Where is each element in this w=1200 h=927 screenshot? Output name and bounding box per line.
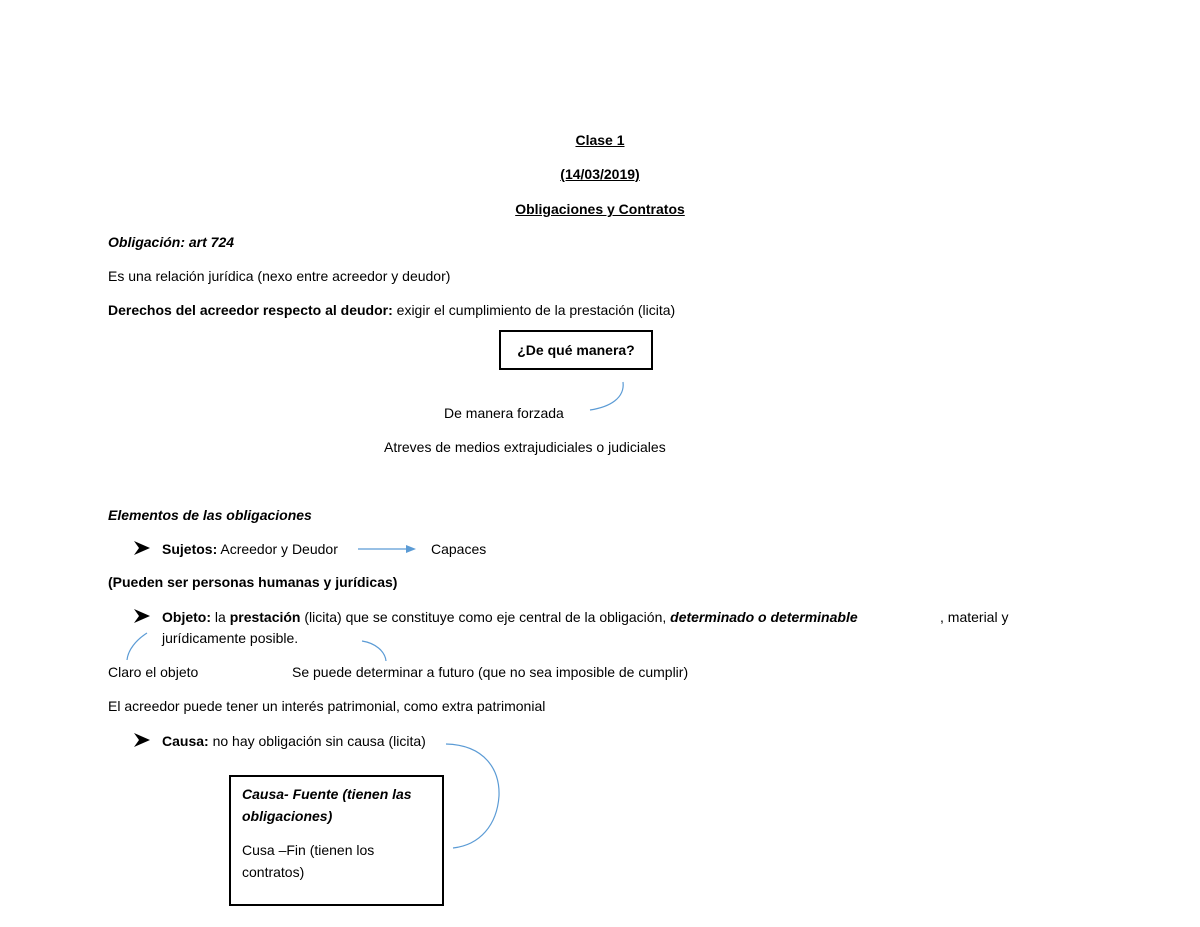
answer-forzada: De manera forzada xyxy=(444,405,564,421)
objeto-text-2: (licita) que se constituye como eje central de la obligación, xyxy=(300,609,667,625)
causa-text: no hay obligación sin causa (licita) xyxy=(208,733,426,749)
objeto-prestacion: prestación xyxy=(229,609,301,625)
futuro-text: Se puede determinar a futuro (que no sea imposible de cumplir) xyxy=(292,664,689,680)
answer-medios: Atreves de medios extrajudiciales o judiciales xyxy=(384,439,666,455)
obligacion-definition: Es una relación jurídica (nexo entre acreedor y deudor) xyxy=(108,268,451,284)
curve-futuro xyxy=(362,641,386,661)
obligacion-heading: Obligación: art 724 xyxy=(108,234,235,250)
interes-text: El acreedor puede tener un interés patrimonial, como extra patrimonial xyxy=(108,698,546,714)
personas-note: (Pueden ser personas humanas y jurídicas) xyxy=(108,574,398,590)
question-text: ¿De qué manera? xyxy=(517,342,635,358)
sujetos-result: Capaces xyxy=(431,541,487,557)
claro-objeto: Claro el objeto xyxy=(108,664,199,680)
objeto-determinado: determinado o determinable xyxy=(666,609,858,625)
arrow-head-icon xyxy=(406,545,416,553)
curve-forzada xyxy=(590,382,623,410)
page-subject: Obligaciones y Contratos xyxy=(515,201,685,217)
page-date: (14/03/2019) xyxy=(560,166,640,182)
objeto-line-2: jurídicamente posible. xyxy=(162,630,299,646)
causa-box-line-1: Causa- Fuente (tienen las xyxy=(242,786,412,802)
objeto-label: Objeto: xyxy=(162,609,211,625)
curve-causa xyxy=(446,744,499,848)
rights-text: exigir el cumplimiento de la prestación (licita) xyxy=(392,302,676,318)
curve-claro xyxy=(127,633,147,660)
rights-label: Derechos del acreedor respecto al deudor: xyxy=(108,302,393,318)
page-title: Clase 1 xyxy=(575,132,625,148)
sujetos-label: Sujetos: xyxy=(162,541,218,557)
causa-box-line-3: Cusa –Fin (tienen los xyxy=(242,842,375,858)
causa-label: Causa: xyxy=(162,733,209,749)
objeto-text-3: , material y xyxy=(940,609,1009,625)
objeto-text-1: la xyxy=(211,609,230,625)
causa-box-line-4: contratos) xyxy=(242,864,305,880)
elementos-heading: Elementos de las obligaciones xyxy=(108,507,312,523)
causa-box-line-2: obligaciones) xyxy=(242,808,333,824)
sujetos-text: Acreedor y Deudor xyxy=(217,541,338,557)
